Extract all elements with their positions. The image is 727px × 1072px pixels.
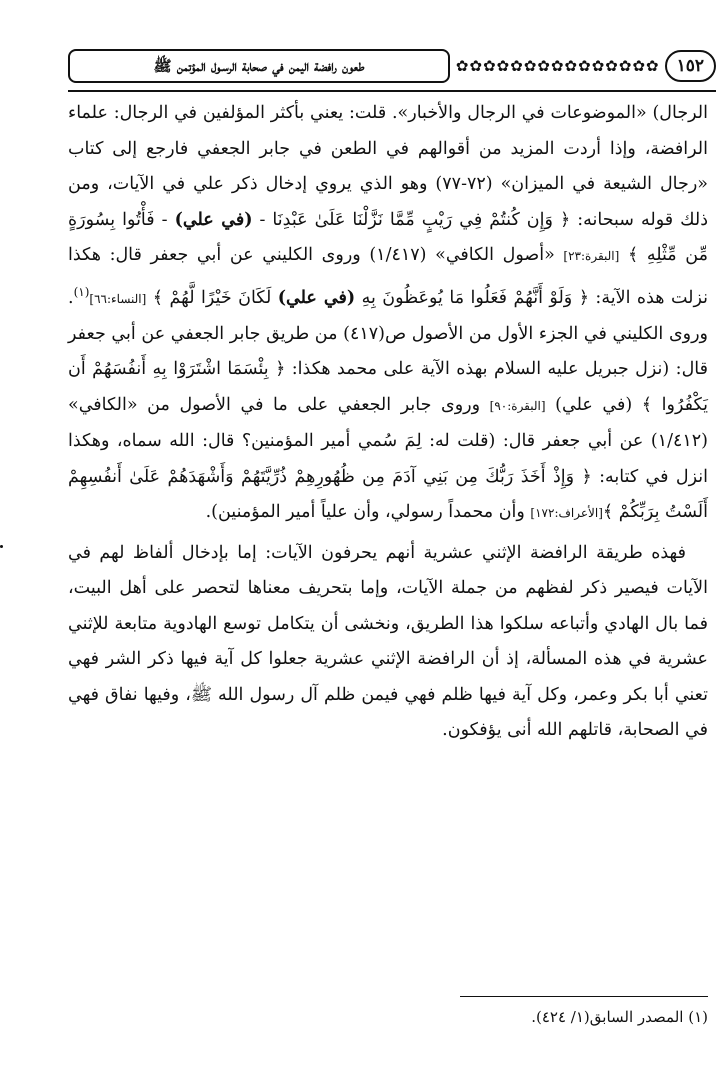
footnote-divider: [460, 996, 708, 997]
text-run: وأن محمداً رسولي، وأن علياً أمير المؤمنين).: [205, 502, 531, 523]
quran-verse: ﴿ وَإِن كُنتُمْ فِي رَيْبٍ مِّمَّا نَزَّلْنَا عَلَىٰ عَبْدِنَا -: [252, 209, 571, 230]
page-number: ١٥٢: [665, 50, 716, 82]
verse-reference: [البقرة:٩٠]: [489, 398, 546, 413]
verse-reference: [البقرة:٢٣]: [563, 249, 620, 263]
ornament-row: [456, 56, 659, 76]
flower-ornament-icon: ✿: [496, 57, 510, 75]
flower-ornament-icon: ✿: [591, 57, 605, 75]
footnote: (١) المصدر السابق(١/ ٤٢٤).: [531, 1008, 708, 1026]
quran-verse: ﴿ وَلَوْ أَنَّهُمْ فَعَلُوا مَا يُوعَظُونَ بِهِ: [355, 287, 589, 308]
flower-ornament-icon: ✿: [455, 57, 469, 75]
insertion-note: (في علي): [277, 287, 356, 308]
flower-ornament-icon: ✿: [605, 57, 618, 75]
verse-reference: [الأعراف:١٧٢]: [530, 506, 603, 521]
insertion-note: (في علي): [174, 209, 253, 230]
text-run: (في علي): [545, 394, 642, 415]
flower-ornament-icon: ✿: [523, 57, 537, 75]
text-run: الرجال) «الموضوعات في الرجال والأخبار». قلت: يعني بأكثر المؤلفين في الرجال: علماء الرافضة، وإذا أردت المزيد من أقوالهم في الطعن في جابر الجعفي فارجع إلى كتاب «رجال الشيعة في الميزان» (٧٢-٧٧) وهو الذي يروي إدخال ذكر علي في الآيات، ومن ذلك قوله سبحانه:: [68, 103, 709, 230]
flower-ornament-icon: ✿: [469, 57, 483, 75]
text-run: «أصول الكافي» (١/٤١٧) وروى الكليني عن أبي جعفر قال: هكذا نزلت هذه الآية:: [68, 245, 708, 308]
main-text: [68, 96, 708, 749]
quran-verse: ﴿ وَإِذْ أَخَذَ رَبُّكَ مِن بَنِي آدَمَ مِن ظُهُورِهِمْ ذُرِّيَّتَهُمْ وَأَشْهَدَهُمْ عَلَىٰ أَنفُسِهِمْ أَلَسْتُ بِرَبِّكُمْ ﴾: [68, 466, 708, 523]
quran-verse: ﴿ بِئْسَمَا اشْتَرَوْا بِهِ أَنفُسَهُمْ أَن يَكْفُرُوا ﴾: [68, 359, 708, 415]
flower-ornament-icon: ✿: [632, 57, 646, 75]
flower-ornament-icon: ✿: [564, 57, 578, 75]
header-divider: [68, 90, 716, 92]
quran-verse: لَكَانَ خَيْرًا لَّهُمْ ﴾: [146, 287, 278, 308]
flower-ornament-icon: ✿: [537, 57, 550, 75]
flower-ornament-icon: ✿: [550, 57, 564, 75]
paragraph: [68, 96, 708, 532]
flower-ornament-icon: ✿: [510, 57, 523, 75]
flower-ornament-icon: ✿: [483, 57, 496, 75]
quran-verse: - فَأْتُوا بِسُورَةٍ مِّن مِّثْلِهِ ﴾: [68, 209, 708, 265]
text-run: وروى جابر الجعفي على ما في الأصول من «الكافي» (١/٤١٢) عن أبي جعفر قال: (قلت له: لِمَ سُمي أمير المؤمنين؟ قال: الله سماه، وهكذا انزل في كتابه:: [68, 394, 708, 487]
flower-ornament-icon: ✿: [618, 57, 632, 75]
flower-ornament-icon: ✿: [578, 57, 591, 75]
margin-mark: [0, 545, 3, 548]
verse-reference: [النساء:٦٦]: [89, 291, 147, 306]
flower-ornament-icon: ✿: [646, 57, 659, 75]
text-run: . وروى الكليني في الجزء الأول من الأصول ص(٤١٧) من طريق جابر الجعفي عن أبي جعفر قال: (نزل جبريل عليه السلام بهذه الآية على محمد هكذا:: [68, 287, 708, 380]
footnote-marker: (١): [73, 284, 90, 299]
running-title: طعون رافضة اليمن في صحابة الرسـول المؤتمن ﷺ: [68, 49, 450, 83]
text-run: فهذه طريقة الرافضة الإثني عشرية أنهم يحرفون الآيات: إما بإدخال ألفاظ لهم في الآيات فيصير ذكر لفظهم من جملة الآيات، وإما بتحريف معناها لتحصر على أهل البيت، فما بال الهادي وأتباعه سلكوا هذا الطريق، ونخشى أن يتكامل توسع الهادوية متابعة للإثني عشرية في هذه المسألة، إذ أن الرافضة الإثني عشرية جعلوا كل آية فيها ذكر الشر فهي تعني أبا بكر وعمر، وكل آية فيها ظلم فهي فيمن ظلم آل رسول الله ﷺ، وفيها نفاق فهي في الصحابة، قاتلهم الله أنى يؤفكون.: [68, 542, 708, 741]
page-header: [68, 44, 716, 88]
paragraph: [68, 536, 708, 749]
